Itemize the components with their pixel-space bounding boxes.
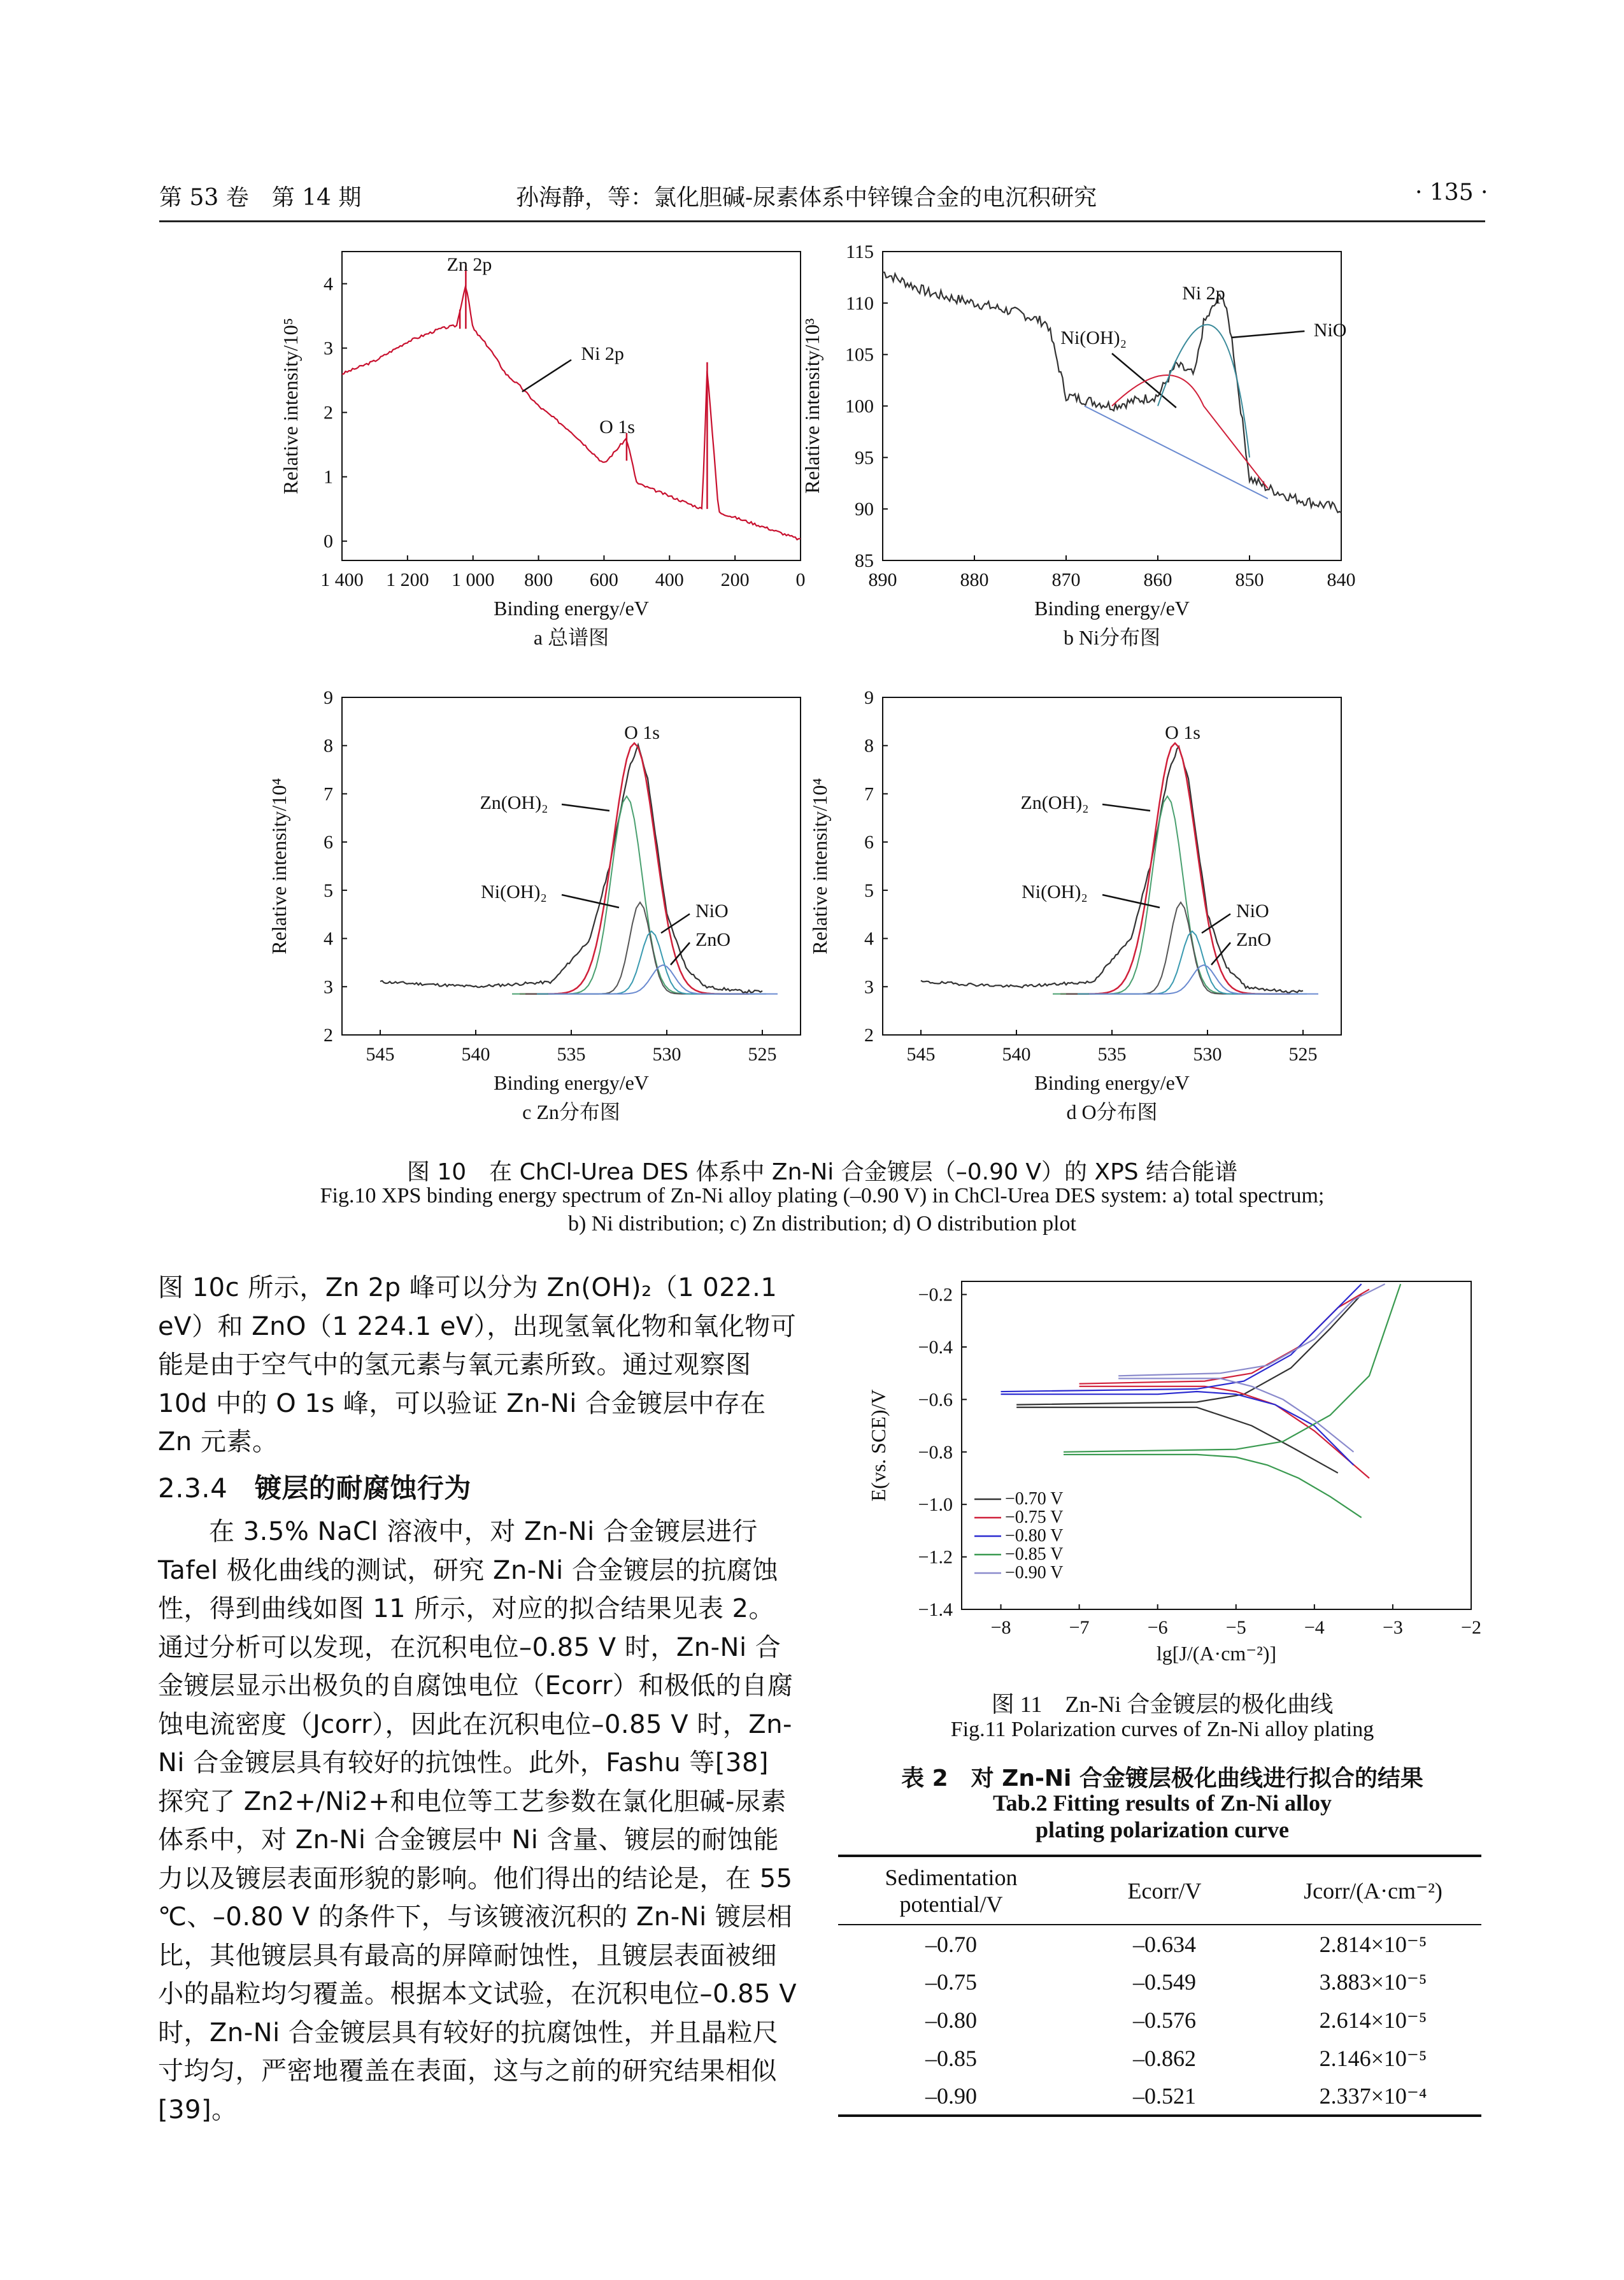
- y-tick-label: 4: [864, 928, 874, 950]
- y-tick-label: 8: [324, 735, 333, 757]
- x-tick-label: −6: [1147, 1617, 1168, 1638]
- x-tick-label: −3: [1382, 1617, 1403, 1638]
- x-tick-label: −7: [1069, 1617, 1090, 1638]
- y-axis-label: Relative intensity/10⁴: [808, 778, 831, 955]
- x-tick-label: 850: [1235, 569, 1264, 590]
- cell-ecorr: –0.576: [1133, 2007, 1196, 2033]
- y-tick-label: 7: [864, 783, 874, 805]
- fit-envelope: [520, 743, 749, 994]
- y-tick-label: 7: [324, 783, 333, 805]
- table2-title-en-2: plating polarization curve: [1036, 1817, 1289, 1842]
- plot-frame: [342, 252, 801, 560]
- y-tick-label: 115: [846, 241, 874, 262]
- y-axis-label: Relative intensity/10³: [801, 318, 823, 494]
- polarization-anodic: [1001, 1284, 1362, 1392]
- y-axis-label: Relative intensity/10⁵: [279, 318, 302, 494]
- table-2: [838, 1855, 1481, 2117]
- annotation-arrow: [1102, 895, 1160, 908]
- y-tick-label: −1.0: [918, 1494, 953, 1516]
- legend-label: −0.75 V: [1005, 1507, 1064, 1527]
- x-tick-label: 200: [720, 569, 750, 590]
- cell-potential: –0.80: [925, 2007, 977, 2033]
- x-tick-label: −5: [1225, 1617, 1246, 1638]
- x-tick-label: 0: [795, 569, 806, 590]
- fig10-caption-cn: 图 10 在 ChCl-Urea DES 体系中 Zn-Ni 合金镀层（–0.90 V）的 XPS 结合能谱: [406, 1159, 1238, 1185]
- y-tick-label: 2: [864, 1025, 874, 1046]
- polarization-cathodic: [1079, 1386, 1369, 1478]
- y-tick-label: 3: [324, 976, 333, 998]
- cell-jcorr: 2.814×10⁻⁵: [1319, 1931, 1427, 1957]
- annotation-arrow: [1202, 914, 1230, 933]
- y-tick-label: 1: [324, 466, 333, 488]
- spectrum-line: [342, 287, 801, 539]
- cell-potential: –0.85: [925, 2046, 977, 2071]
- x-tick-label: 880: [960, 569, 989, 590]
- y-tick-label: 110: [846, 292, 874, 314]
- x-tick-label: 525: [748, 1044, 777, 1065]
- y-tick-label: 5: [324, 880, 333, 901]
- x-tick-label: 1 200: [386, 569, 429, 590]
- legend-label: −0.70 V: [1005, 1489, 1064, 1509]
- cell-jcorr: 2.614×10⁻⁵: [1319, 2007, 1427, 2033]
- x-tick-label: 1 000: [451, 569, 495, 590]
- figure-10: [0, 0, 1624, 1134]
- table-row: [838, 1925, 1481, 1963]
- y-tick-label: 3: [864, 976, 874, 998]
- y-tick-label: 9: [864, 687, 874, 708]
- y-tick-label: 105: [845, 344, 874, 366]
- annotation-zno: ZnO: [695, 929, 730, 950]
- x-tick-label: 400: [655, 569, 684, 590]
- fig10-caption-en-1: Fig.10 XPS binding energy spectrum of Zn-Ni alloy plating (–0.90 V) in ChCl-Urea DES system: a) total spectrum;: [320, 1184, 1325, 1208]
- y-tick-label: 85: [855, 550, 874, 571]
- x-tick-label: 860: [1143, 569, 1172, 590]
- journal-issue: 第 53 卷 第 14 期: [159, 185, 362, 211]
- annotation-ni2p: Ni 2p: [581, 343, 624, 364]
- annotation-zn2p: Zn 2p: [446, 254, 492, 275]
- header-sedimentation: Sedimentation potential/V: [885, 1864, 1018, 1917]
- annotation-arrow: [522, 360, 571, 392]
- polarization-anodic: [1064, 1284, 1400, 1452]
- y-tick-label: 4: [324, 273, 333, 295]
- polarization-anodic: [1079, 1289, 1369, 1383]
- cell-jcorr: 3.883×10⁻⁵: [1319, 1969, 1427, 1995]
- table-row: [838, 2039, 1481, 2077]
- panel-label: a 总谱图: [533, 626, 609, 649]
- polarization-cathodic: [1016, 1407, 1338, 1473]
- x-axis-label: Binding energy/eV: [494, 597, 649, 620]
- annotation-nio: NiO: [1236, 901, 1269, 922]
- x-tick-label: −2: [1461, 1617, 1481, 1638]
- fit-zno: [1089, 965, 1318, 994]
- cell-ecorr: –0.862: [1133, 2046, 1196, 2071]
- annotation-arrow: [1102, 804, 1150, 811]
- panel-label: c Zn分布图: [522, 1101, 620, 1123]
- fit-envelope: [1060, 743, 1290, 994]
- x-tick-label: 535: [1097, 1044, 1127, 1065]
- fit-zno: [548, 965, 778, 994]
- y-tick-label: 6: [324, 832, 333, 853]
- x-tick-label: 545: [906, 1044, 936, 1065]
- polarization-cathodic: [1064, 1455, 1362, 1518]
- figure-11: [841, 1267, 1484, 1681]
- y-tick-label: −0.6: [918, 1389, 953, 1411]
- x-axis-label: Binding energy/eV: [494, 1071, 649, 1094]
- table2-title-en-1: Tab.2 Fitting results of Zn-Ni alloy: [992, 1790, 1332, 1816]
- cell-potential: –0.90: [925, 2083, 977, 2109]
- y-tick-label: 95: [855, 447, 874, 469]
- fig11-caption-en: Fig.11 Polarization curves of Zn-Ni alloy plating: [950, 1718, 1374, 1741]
- y-tick-label: −0.2: [918, 1284, 953, 1306]
- table-row: [838, 2077, 1481, 2116]
- legend-label: −0.85 V: [1005, 1544, 1064, 1564]
- x-tick-label: 840: [1327, 569, 1356, 590]
- x-tick-label: 530: [652, 1044, 681, 1065]
- panel-label: b Ni分布图: [1063, 626, 1161, 649]
- polarization-anodic: [1016, 1295, 1362, 1405]
- section-heading: [158, 1469, 798, 1508]
- y-tick-label: 90: [855, 499, 874, 520]
- body-column: [158, 1269, 798, 2129]
- y-tick-label: −1.2: [918, 1546, 953, 1568]
- table2-title-cn: 表 2 对 Zn-Ni 合金镀层极化曲线进行拟合的结果: [901, 1765, 1423, 1792]
- table-row: [838, 2001, 1481, 2039]
- annotation-znoh2: Zn(OH)₂: [1020, 792, 1089, 813]
- plot-frame: [883, 697, 1341, 1035]
- annotation-arrow: [671, 943, 690, 965]
- y-tick-label: 8: [864, 735, 874, 757]
- x-tick-label: 800: [524, 569, 553, 590]
- paragraph-2: 在 3.5% NaCl 溶液中，对 Zn-Ni 合金镀层进行 Tafel 极化曲线的测试，研究 Zn-Ni 合金镀层的抗腐蚀性，得到曲线如图 11 所示，对应的拟合结果见表 2。通过分析可以发现，在沉积电位–0.85 V 时，Zn-Ni 合金镀层显示出极负的自腐蚀电位（Ecorr）和极低的自腐蚀电流密度（Jcorr），因此在沉积电位–0.85 V 时，Zn-Ni 合金镀层具有较好的抗蚀性。此外，Fashu 等[38] 探究了 Zn2+/Ni2+和电位等工艺参数在氯化胆碱-尿素体系中，对 Zn-Ni 合金镀层中 Ni 含量、镀层的耐蚀能力以及镀层表面形貌的影响。他们得出的结论是，在 55 ℃、–0.80 V 的条件下，与该镀液沉积的 Zn-Ni 镀层相比，其他镀层具有最高的屏障耐蚀性，且镀层表面被细小的晶粒均匀覆盖。根据本文试验，在沉积电位–0.85 V 时，Zn-Ni 合金镀层具有较好的抗腐蚀性，并且晶粒尺寸均匀，严密地覆盖在表面，这与之前的研究结果相似[39]。: [158, 1517, 797, 2125]
- cell-jcorr: 2.146×10⁻⁵: [1319, 2046, 1427, 2071]
- fig10-caption-en-2: b) Ni distribution; c) Zn distribution; d) O distribution plot: [567, 1212, 1077, 1236]
- y-tick-label: −0.8: [918, 1441, 953, 1463]
- y-tick-label: 2: [324, 1025, 333, 1046]
- polarization-anodic: [1118, 1284, 1385, 1376]
- y-tick-label: 3: [324, 338, 333, 359]
- y-tick-label: 5: [864, 880, 874, 901]
- x-tick-label: 540: [1002, 1044, 1031, 1065]
- x-tick-label: 890: [868, 569, 897, 590]
- cell-potential: –0.75: [925, 1969, 977, 1995]
- cell-jcorr: 2.337×10⁻⁴: [1319, 2083, 1427, 2109]
- annotation-o1s: O 1s: [624, 722, 660, 743]
- x-axis-label: Binding energy/eV: [1034, 1071, 1190, 1094]
- table-header-row: [838, 1856, 1481, 1925]
- annotation-o1s: O 1s: [1165, 722, 1200, 743]
- x-tick-label: −4: [1304, 1617, 1325, 1638]
- legend-label: −0.90 V: [1005, 1563, 1064, 1583]
- running-title: 孙海静，等：氯化胆碱-尿素体系中锌镍合金的电沉积研究: [516, 185, 1097, 211]
- annotation-arrow: [562, 804, 609, 811]
- annotation-arrow: [1211, 943, 1230, 965]
- y-tick-label: 2: [324, 402, 333, 424]
- legend-label: −0.80 V: [1005, 1526, 1064, 1546]
- annotation-nioh2: Ni(OH)₂: [1022, 881, 1088, 902]
- y-axis-label: E(vs. SCE)/V: [867, 1389, 890, 1502]
- x-tick-label: 1 400: [320, 569, 364, 590]
- y-tick-label: −1.4: [918, 1599, 953, 1620]
- spectrum-line: [380, 745, 762, 993]
- page-number: · 135 ·: [1415, 180, 1488, 206]
- y-tick-label: −0.4: [918, 1337, 953, 1358]
- cell-ecorr: –0.634: [1133, 1931, 1196, 1957]
- annotation-nioh2: Ni(OH)₂: [1060, 327, 1127, 348]
- y-tick-label: 4: [324, 928, 333, 950]
- x-tick-label: 525: [1288, 1044, 1318, 1065]
- annotation-nio: NiO: [1313, 320, 1347, 341]
- x-tick-label: 545: [366, 1044, 395, 1065]
- x-tick-label: 870: [1051, 569, 1081, 590]
- paragraph-1: 图 10c 所示，Zn 2p 峰可以分为 Zn(OH)₂（1 022.1 eV）和 ZnO（1 224.1 eV），出现氢氧化物和氧化物可能是由于空气中的氢元素与氧元素所致。通过观察图 10d 中的 O 1s 峰，可以验证 Zn-Ni 合金镀层中存在 Zn 元素。: [158, 1273, 797, 1457]
- section-title: 镀层的耐腐蚀行为: [254, 1472, 471, 1504]
- panel-label: d O分布图: [1066, 1101, 1158, 1123]
- header-jcorr: Jcorr/(A·cm⁻²): [1304, 1877, 1442, 1904]
- x-tick-label: 540: [461, 1044, 490, 1065]
- fit-curve: [1158, 325, 1250, 458]
- x-tick-label: −8: [990, 1617, 1011, 1638]
- annotation-o1s: O 1s: [599, 417, 635, 438]
- annotation-zno: ZnO: [1236, 929, 1271, 950]
- fig11-caption-cn: 图 11 Zn-Ni 合金镀层的极化曲线: [991, 1692, 1334, 1717]
- y-tick-label: 100: [845, 395, 874, 417]
- table-row: [838, 1963, 1481, 2001]
- cell-ecorr: –0.549: [1133, 1969, 1196, 1995]
- annotation-ni2p: Ni 2p: [1182, 283, 1225, 304]
- cell-ecorr: –0.521: [1133, 2083, 1196, 2109]
- annotation-arrow: [1231, 331, 1304, 338]
- y-tick-label: 0: [324, 531, 333, 552]
- header-ecorr: Ecorr/V: [1127, 1877, 1202, 1904]
- annotation-nioh2: Ni(OH)₂: [481, 881, 547, 902]
- x-axis-label: lg[J/(A·cm⁻²)]: [1156, 1642, 1277, 1665]
- spectrum-line: [921, 746, 1303, 993]
- cell-potential: –0.70: [925, 1931, 977, 1957]
- annotation-znoh2: Zn(OH)₂: [480, 792, 548, 813]
- section-number: 2.3.4: [158, 1472, 228, 1504]
- y-tick-label: 6: [864, 832, 874, 853]
- x-tick-label: 530: [1193, 1044, 1222, 1065]
- x-tick-label: 535: [557, 1044, 586, 1065]
- annotation-arrow: [562, 895, 619, 908]
- annotation-nio: NiO: [695, 901, 729, 922]
- spectrum-line: [883, 273, 1341, 513]
- annotation-arrow: [661, 914, 690, 933]
- y-tick-label: 9: [324, 687, 333, 708]
- y-axis-label: Relative intensity/10⁴: [267, 778, 290, 955]
- x-tick-label: 600: [589, 569, 618, 590]
- x-axis-label: Binding energy/eV: [1034, 597, 1190, 620]
